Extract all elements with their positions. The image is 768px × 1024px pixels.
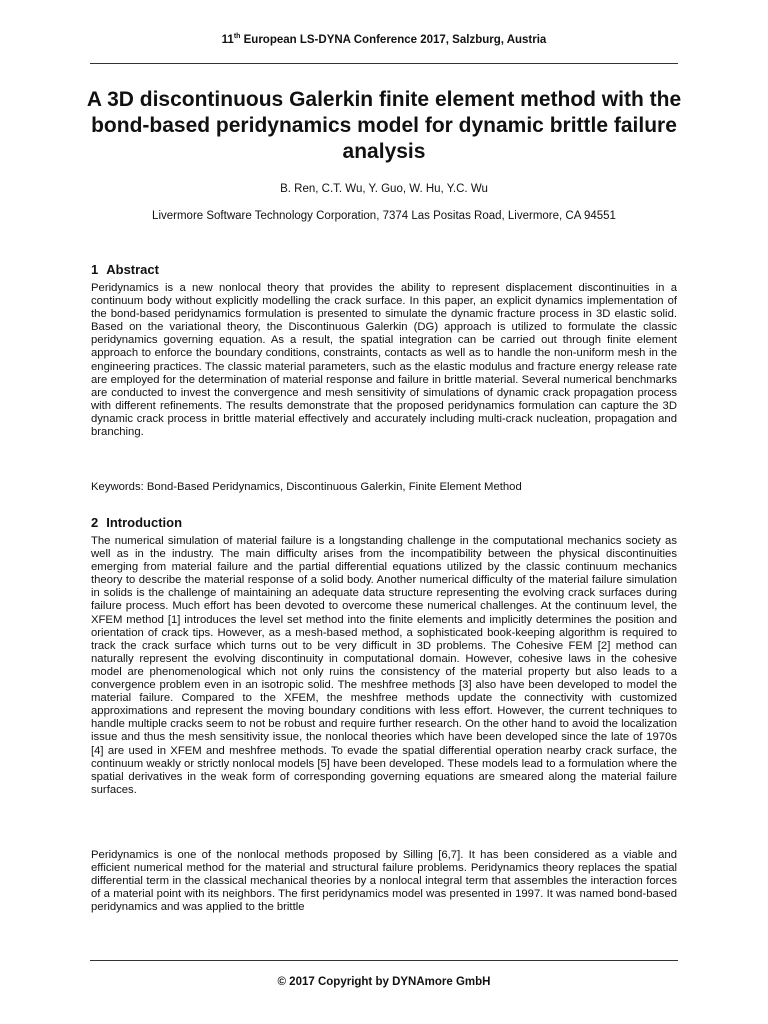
paper-title: A 3D discontinuous Galerkin finite element method with the bond-based peridynamics model for dynamic brittle failure analysis [86, 88, 682, 163]
copyright-footer: © 2017 Copyright by DYNAmore GmbH [277, 976, 491, 988]
introduction-heading [91, 515, 182, 530]
introduction-section-title: Introduction [106, 515, 183, 530]
author-affiliation: Livermore Software Technology Corporation, 7374 Las Positas Road, Livermore, CA 94551 [152, 210, 616, 222]
abstract-section-title: Abstract [106, 262, 159, 277]
abstract-text: Peridynamics is a new nonlocal theory that provides the ability to represent displacement discontinuities in a continuum body without explicitly modelling the crack surface. In this paper, an explicit dynamics implementation of the bond-based peridynamics formulation is presented to simulate the dynamic fracture process in 3D elastic solid. Based on the variational theory, the Discontinuous Galerkin (DG) approach is utilized to formulate the classic peridynamics governing equation. As a result, the spatial integration can be carried out through finite element approach to enforce the boundary conditions, constraints, contacts as well as to handle the non-uniform mesh in the engineering practices. The classic material parameters, such as the elastic modulus and fracture energy release rate are employed for the determination of material response and failure in brittle material. Several numerical benchmarks are conducted to invest the convergence and mesh sensitivity of simulations of dynamic crack propagation process with different refinements. The results demonstrate that the proposed peridynamics formulation can capture the 3D dynamic crack process in brittle material effectively and accurately including multi-crack nucleation, propagation and branching. [91, 282, 677, 439]
introduction-section-number: 2 [91, 515, 99, 530]
abstract-heading [91, 262, 159, 277]
footer-divider [90, 960, 678, 961]
header-ordinal: 11 [221, 33, 234, 46]
introduction-paragraph-1: The numerical simulation of material failure is a longstanding challenge in the computational mechanics society as well as in the industry. The main difficulty arises from the incompatibility between the physical discontinuities emerging from material failure and the partial differential equations utilized by the classic continuum mechanics theory to describe the material response of a solid body. Another numerical difficulty of the material failure simulation in solids is the challenge of maintaining an adequate data structure representing the evolving crack surfaces during failure process. Much effort has been devoted to overcome these numerical challenges. At the continuum level, the XFEM method [1] introduces the level set method into the finite elements and implicitly determines the position and orientation of crack tips. However, as a mesh-based method, a sophisticated book-keeping algorithm is required to track the crack surface which turns out to be very difficult in 3D problems. The Cohesive FEM [2] method can naturally represent the evolving discontinuity in computational domain. However, cohesive laws in the cohesive model are phenomenological which not only ruins the consistency of the material property but also leads to a convergence problem even in an isotropic solid. The meshfree methods [3] also have been developed to model the material failure. Compared to the XFEM, the meshfree methods update the connectivity with customized approximations and represent the moving boundary conditions with less effort. However, the current techniques to handle multiple cracks seem to not be robust and require further research. On the other hand to avoid the localization issue and thus the mesh sensitivity issue, the nonlocal theories which have been developed since the late of 1970s [4] are used in XFEM and meshfree methods. To evade the spatial differential operation nearby crack surface, the continuum weakly or strictly nonlocal models [5] have been developed. These models lead to a formulation where the spatial derivatives in the weak form of corresponding governing equations are smeared along the material failure surfaces. [91, 535, 677, 796]
introduction-paragraph-2: Peridynamics is one of the nonlocal methods proposed by Silling [6,7]. It has been considered as a viable and efficient numerical method for the material and structural failure problems. Peridynamics theory replaces the spatial differential term in the classical mechanical theories by a nonlocal integral term that assembles the interaction forces of a material point with its neighbors. The first peridynamics model was presented in 1997. It was named bond-based peridynamics and was applied to the brittle [91, 849, 677, 914]
header-conference-name: European LS-DYNA Conference 2017, Salzburg, Austria [240, 33, 547, 46]
header-divider [90, 63, 678, 64]
author-list: B. Ren, C.T. Wu, Y. Guo, W. Hu, Y.C. Wu [280, 183, 488, 195]
conference-header [0, 33, 768, 46]
header-ordinal-suffix: th [233, 33, 241, 40]
keywords-line: Keywords: Bond-Based Peridynamics, Discontinuous Galerkin, Finite Element Method [91, 481, 522, 493]
abstract-section-number: 1 [91, 262, 99, 277]
